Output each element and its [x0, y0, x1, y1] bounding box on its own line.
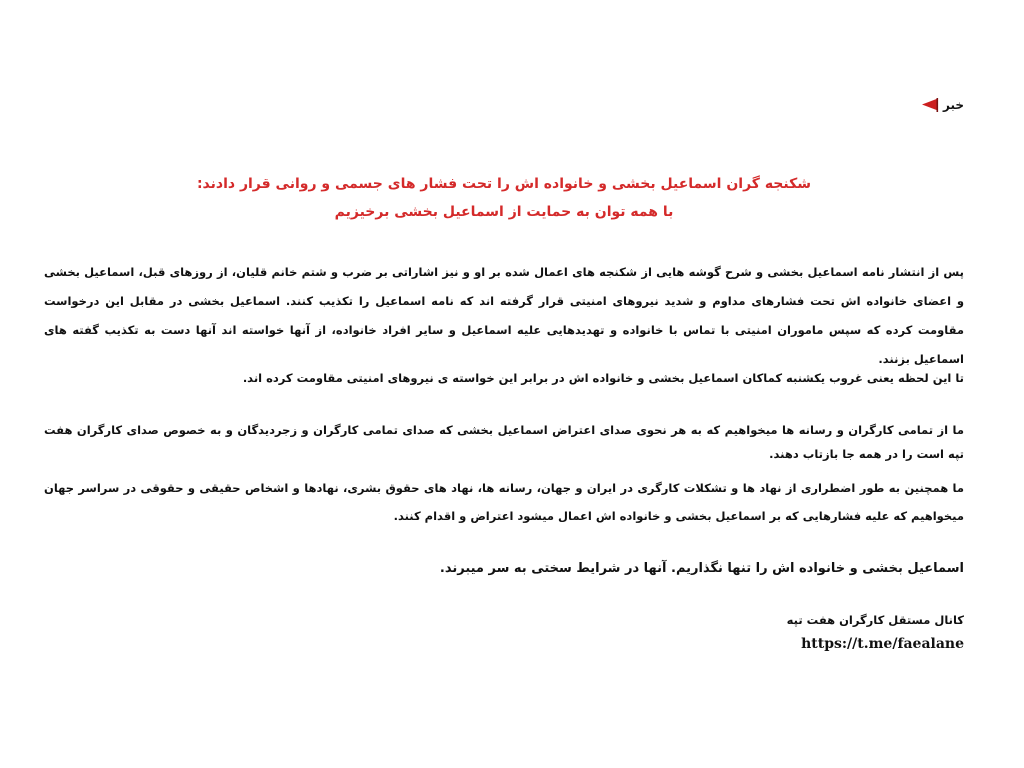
news-label — [921, 98, 964, 112]
closing-statement: اسماعیل بخشی و خانواده اش را تنها نگذاریم. آنها در شرایط سختی به سر میبرند. — [439, 561, 964, 576]
red-pennant-flag-icon — [921, 98, 939, 112]
paragraph-1: پس از انتشار نامه اسماعیل بخشی و شرح گوشه هایی از شکنجه های اعمال شده بر او و نیز اشاراتی بر ضرب و شتم خانم قلیان، از روزهای قبل، اسماعیل بخشی و اعضای خانواده اش تحت فشارهای مداوم و شدید نیروهای امنیتی قرار گرفته اند که نامه اسماعیل را تکذیب کنند. اسماعیل بخشی در مقابل این درخواست مقاومت کرده که سپس ماموران امنیتی با تماس با خانواده و تهدیدهایی علیه اسماعیل و سایر افراد خانواده، از آنها خواسته اند آنها دست به تکذیب گفته های اسماعیل بزنند. — [44, 265, 964, 366]
headline — [44, 170, 964, 226]
news-label-text: خبر — [942, 98, 964, 112]
paragraph-2: تا این لحظه یعنی غروب یکشنبه کماکان اسماعیل بخشی و خانواده اش در برابر این خواسته ی نیروهای امنیتی مقاومت کرده اند. — [242, 371, 964, 385]
paragraph-3: ما از تمامی کارگران و رسانه ها میخواهیم که به هر نحوی صدای اعتراض اسماعیل بخشی که صدای تمامی کارگران و زجردیدگان و به خصوص صدای کارگران هفت تپه است را در همه جا بازتاب دهند. — [44, 423, 964, 461]
article — [44, 0, 964, 768]
channel-name: کانال مستقل کارگران هفت تپه — [786, 613, 964, 627]
headline-line-2: با همه توان به حمایت از اسماعیل بخشی برخیزیم — [334, 204, 674, 220]
headline-line-1: شکنجه گران اسماعیل بخشی و خانواده اش را تحت فشار های جسمی و روانی قرار دادند: — [196, 176, 812, 192]
channel-link[interactable]: https://t.me/faealane — [801, 636, 964, 652]
paragraph-4: ما همچنین به طور اضطراری از نهاد ها و تشکلات کارگری در ایران و جهان، رسانه ها، نهاد های حقوق بشری، نهادها و اشخاص حقیقی و حقوقی در سراسر جهان میخواهیم که علیه فشارهایی که بر اسماعیل بخشی و خانواده اش اعمال میشود اعتراض و اقدام کنند. — [44, 481, 964, 523]
